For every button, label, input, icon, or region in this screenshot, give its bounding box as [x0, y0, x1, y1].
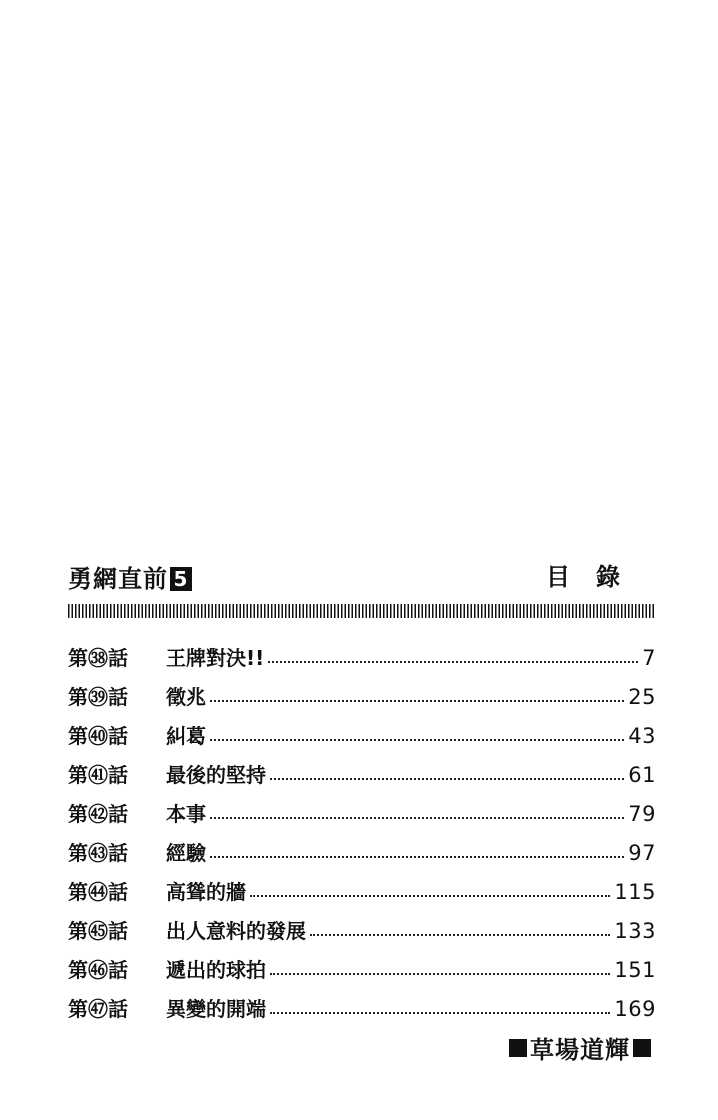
chapter-number: 第㊳話 — [68, 645, 128, 670]
chapter-title: 經驗 — [166, 840, 206, 865]
chapter-entry — [68, 794, 656, 833]
toc-header — [68, 560, 656, 600]
dot-leader — [270, 1012, 610, 1014]
dot-leader — [210, 856, 624, 858]
dot-leader — [270, 973, 610, 975]
chapter-list — [68, 638, 656, 1028]
dot-leader — [250, 895, 610, 897]
page-number: 97 — [628, 840, 656, 865]
chapter-title: 王牌對決!! — [166, 645, 265, 670]
chapter-title: 異變的開端 — [166, 996, 266, 1021]
page-number: 169 — [614, 996, 656, 1021]
volume-number: 5 — [170, 567, 192, 591]
page-number: 115 — [614, 879, 656, 904]
book-title-text: 勇網直前 — [68, 565, 168, 593]
page-number: 133 — [614, 918, 656, 943]
chapter-title: 糾葛 — [166, 723, 206, 748]
chapter-number: 第㊸話 — [68, 840, 128, 865]
chapter-number: 第㊵話 — [68, 723, 128, 748]
chapter-title: 徵兆 — [166, 684, 206, 709]
dot-leader — [210, 700, 624, 702]
page-number: 7 — [642, 645, 656, 670]
chapter-entry — [68, 677, 656, 716]
toc-heading: 目錄 — [546, 563, 646, 591]
page-number: 79 — [628, 801, 656, 826]
chapter-number: 第㊻話 — [68, 957, 128, 982]
page-number: 25 — [628, 684, 656, 709]
chapter-title: 高聳的牆 — [166, 879, 246, 904]
chapter-entry — [68, 638, 656, 677]
page-number: 151 — [614, 957, 656, 982]
chapter-title: 出人意料的發展 — [166, 918, 306, 943]
dot-leader — [210, 739, 624, 741]
chapter-entry — [68, 911, 656, 950]
chapter-title: 最後的堅持 — [166, 762, 266, 787]
page-number: 43 — [628, 723, 656, 748]
chapter-number: 第㊷話 — [68, 801, 128, 826]
table-of-contents — [68, 560, 656, 1064]
chapter-entry — [68, 716, 656, 755]
chapter-entry — [68, 989, 656, 1028]
chapter-entry — [68, 950, 656, 989]
chapter-number: 第㊺話 — [68, 918, 128, 943]
dot-leader — [310, 934, 610, 936]
square-bullet-icon — [509, 1039, 527, 1057]
dot-leader — [210, 817, 624, 819]
chapter-number: 第㊼話 — [68, 996, 128, 1021]
header-rule — [68, 604, 654, 618]
chapter-entry — [68, 755, 656, 794]
author-name: 草場道輝 — [530, 1036, 630, 1064]
chapter-entry — [68, 833, 656, 872]
chapter-entry — [68, 872, 656, 911]
dot-leader — [270, 778, 624, 780]
chapter-number: 第㊴話 — [68, 684, 128, 709]
chapter-number: 第㊶話 — [68, 762, 128, 787]
square-bullet-icon — [633, 1039, 651, 1057]
chapter-title: 遞出的球拍 — [166, 957, 266, 982]
chapter-title: 本事 — [166, 801, 206, 826]
chapter-number: 第㊹話 — [68, 879, 128, 904]
page-number: 61 — [628, 762, 656, 787]
author-credit — [506, 1030, 654, 1065]
book-title — [68, 564, 192, 594]
dot-leader — [268, 661, 638, 663]
